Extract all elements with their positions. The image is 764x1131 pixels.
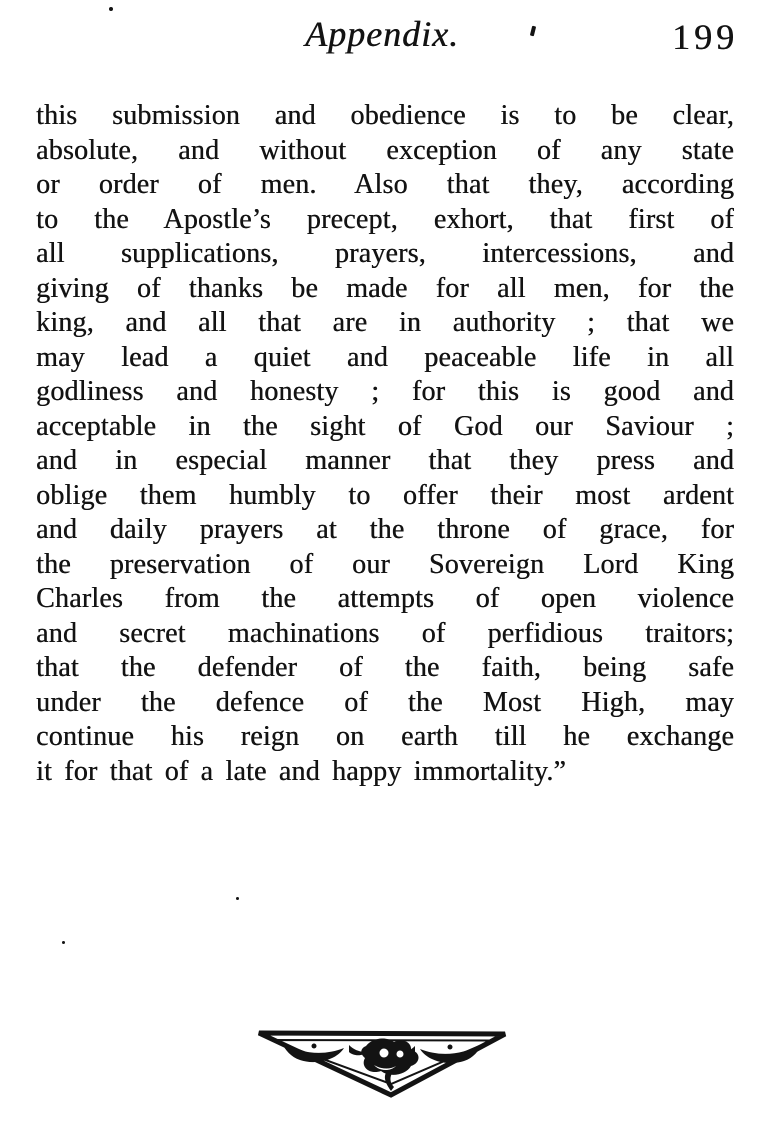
text-line: the preservation of our Sovereign Lord King — [36, 548, 734, 580]
running-title: Appendix. — [305, 14, 459, 54]
text-line: or order of men. Also that they, according — [36, 169, 734, 200]
text-line: acceptable in the sight of God our Saviour ; — [36, 410, 734, 442]
text-line: it for that of a late and happy immortality.” — [36, 755, 567, 787]
paragraph — [36, 99, 734, 789]
text-line: this submission and obedience is to be clear, — [36, 100, 734, 131]
tailpiece-ornament-icon — [254, 1025, 512, 1101]
page-number: 199 — [672, 17, 738, 57]
text-line: and in especial manner that they press and — [36, 445, 734, 476]
text-line: to the Apostle’s precept, exhort, that first of — [36, 203, 734, 235]
text-line: may lead a quiet and peaceable life in all — [36, 341, 734, 373]
ink-speck — [236, 897, 239, 900]
text-line: all supplications, prayers, intercessions, and — [36, 238, 734, 269]
text-line: godliness and honesty ; for this is good and — [36, 376, 734, 407]
text-line: continue his reign on earth till he exchange — [36, 721, 734, 752]
ink-speck — [62, 941, 65, 944]
text-line: giving of thanks be made for all men, for the — [36, 272, 734, 304]
ink-speck — [109, 7, 113, 11]
text-line: and secret machinations of perfidious traitors; — [36, 617, 734, 649]
text-line: that the defender of the faith, being safe — [36, 652, 734, 683]
text-line: under the defence of the Most High, may — [36, 686, 734, 718]
text-line: king, and all that are in authority ; that we — [36, 307, 734, 338]
text-line: oblige them humbly to offer their most ardent — [36, 479, 734, 511]
text-line: Charles from the attempts of open violence — [36, 583, 734, 614]
text-line: and daily prayers at the throne of grace, for — [36, 514, 734, 545]
text-line: absolute, and without exception of any state — [36, 134, 734, 166]
